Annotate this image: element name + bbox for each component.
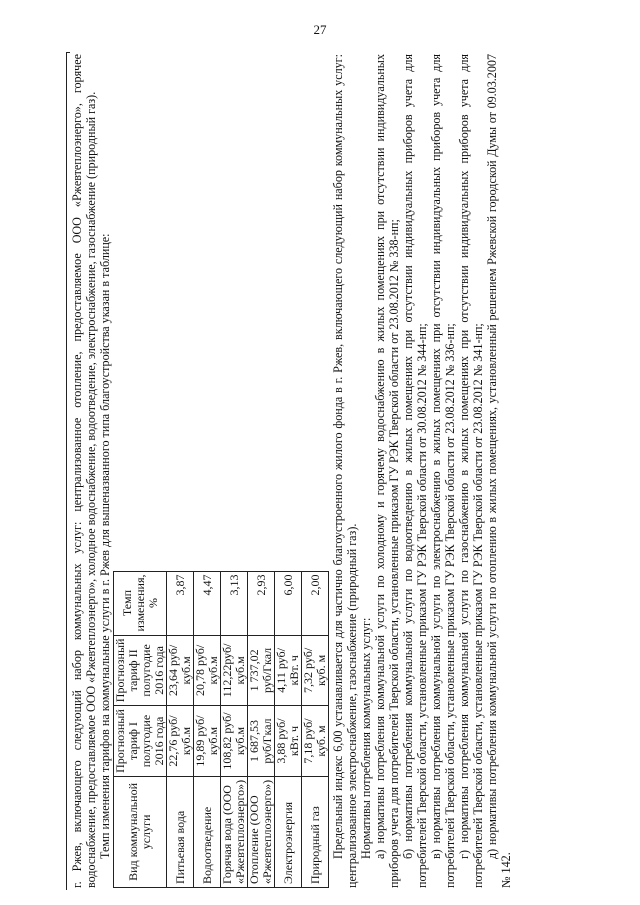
service-name: Водоотведение [194,776,221,887]
norm-item-b: б) нормативы потребления коммунальной услуги по водоотведению в жилых помещениях при отсутствии индивидуальных приборов учета для потребителей Тверской области, установленные приказом ГУ РЭК Тверской области от 30.08.2012 № 344-нп; [401,54,429,888]
tariff-h1: 7,18 руб/куб. м [302,706,329,777]
change-rate: 2,00 [302,571,329,635]
change-rate: 2,93 [248,571,275,635]
header-change-rate: Темп изменения, % [114,571,167,635]
rotated-document-body [70,54,570,888]
change-rate: 3,87 [167,571,194,635]
table-row [194,571,221,887]
tariff-h1: 108,82 руб/куб.м [221,706,248,777]
tariff-h2: 1 737,02 руб/Гкал [248,635,275,706]
table-caption: Темп изменения тарифов на коммунальные услуги в г. Ржев для вышеназванного типа благоустройства указан в таблице: [98,233,112,859]
norms-heading: Нормативы потребления коммунальных услуг: [359,617,373,859]
change-rate: 6,00 [275,571,302,635]
tariff-h2: 7,32 руб/куб. м [302,635,329,706]
header-service: Вид коммунальной услуги [114,776,167,887]
norm-item-g: г) нормативы потребления коммунальной услуги по газоснабжению в жилых помещениях при отсутствии индивидуальных приборов учета для потребителей Тверской области, установленные приказом ГУ РЭК Тверской области от 23.08.2012 № 341-нп; [457,54,485,888]
tariff-h1: 22,76 руб/куб.м [167,706,194,777]
tariff-h1: 19,89 руб/куб.м [194,706,221,777]
service-name: Природный газ [302,776,329,887]
service-name: Электроэнергия [275,776,302,887]
service-name: Питьевая вода [167,776,194,887]
norm-item-a: а) нормативы потребления коммунальной услуги по холодному и горячему водоснабжению в жилых помещениях при отсутствии индивидуальных приборов учета для потребителей Тверской области, установленные приказом ГУ РЭК Тверской области от 23.08.2012 № 338-нп; [373,54,401,888]
intro-paragraph: г. Ржев, включающего следующий набор коммунальных услуг: централизованное отопление, предоставляемое ООО «Ржевтеплоэнерго», горячее водоснабжение, предоставляемое ООО «Ржевтеплоэнерго», холодное водоснабжение, водоотведение, электроснабжение, газоснабжение (природный газ). [70,54,98,888]
change-rate: 4,47 [194,571,221,635]
tariff-h2: 20,78 руб/куб.м [194,635,221,706]
tariff-h2: 112,22руб/куб.м [221,635,248,706]
tariff-h1: 3,88 руб/кВт. ч [275,706,302,777]
tariff-table-header-row [114,571,167,887]
page-border-line [66,52,67,890]
norm-item-d: д) нормативы потребления коммунальной услуги по отоплению в жилых помещениях, установленный решением Ржевской городской Думы от 09.03.2007 № 142. [485,54,513,888]
table-row [221,571,248,887]
page-number: 27 [313,22,327,37]
service-name: Отопление (ООО «Ржевтеплоэнерго») [248,776,275,887]
header-tariff-h2: Прогнозный тариф II полугодие 2016 года [114,635,167,706]
norm-item-v: в) нормативы потребления коммунальной услуги по электроснабжению в жилых помещениях при отсутствии индивидуальных приборов учета для потребителей Тверской области, установленные приказом ГУ РЭК Тверской области от 23.08.2012 № 336-нп; [429,54,457,888]
table-row [167,571,194,887]
table-row [248,571,275,887]
table-row [302,571,329,887]
tariff-table [113,571,329,888]
service-name: Горячая вода (ООО «Ржевтеплоэнерго») [221,776,248,887]
table-row [275,571,302,887]
index-paragraph: Предельный индекс 6,00 устанавливается для частично благоустроенного жилого фонда в г. Ржев, включающего следующий набор коммунальных услуг: централизованное электроснабжение, газоснабжение (природный газ). [331,54,359,888]
tariff-h1: 1 687,53 руб/Гкал [248,706,275,777]
header-tariff-h1: Прогнозный тариф I полугодие 2016 года [114,706,167,777]
page-border-tick [66,52,70,53]
change-rate: 3,13 [221,571,248,635]
tariff-h2: 4,11 руб/кВт. ч [275,635,302,706]
tariff-h2: 23,64 руб/куб.м [167,635,194,706]
